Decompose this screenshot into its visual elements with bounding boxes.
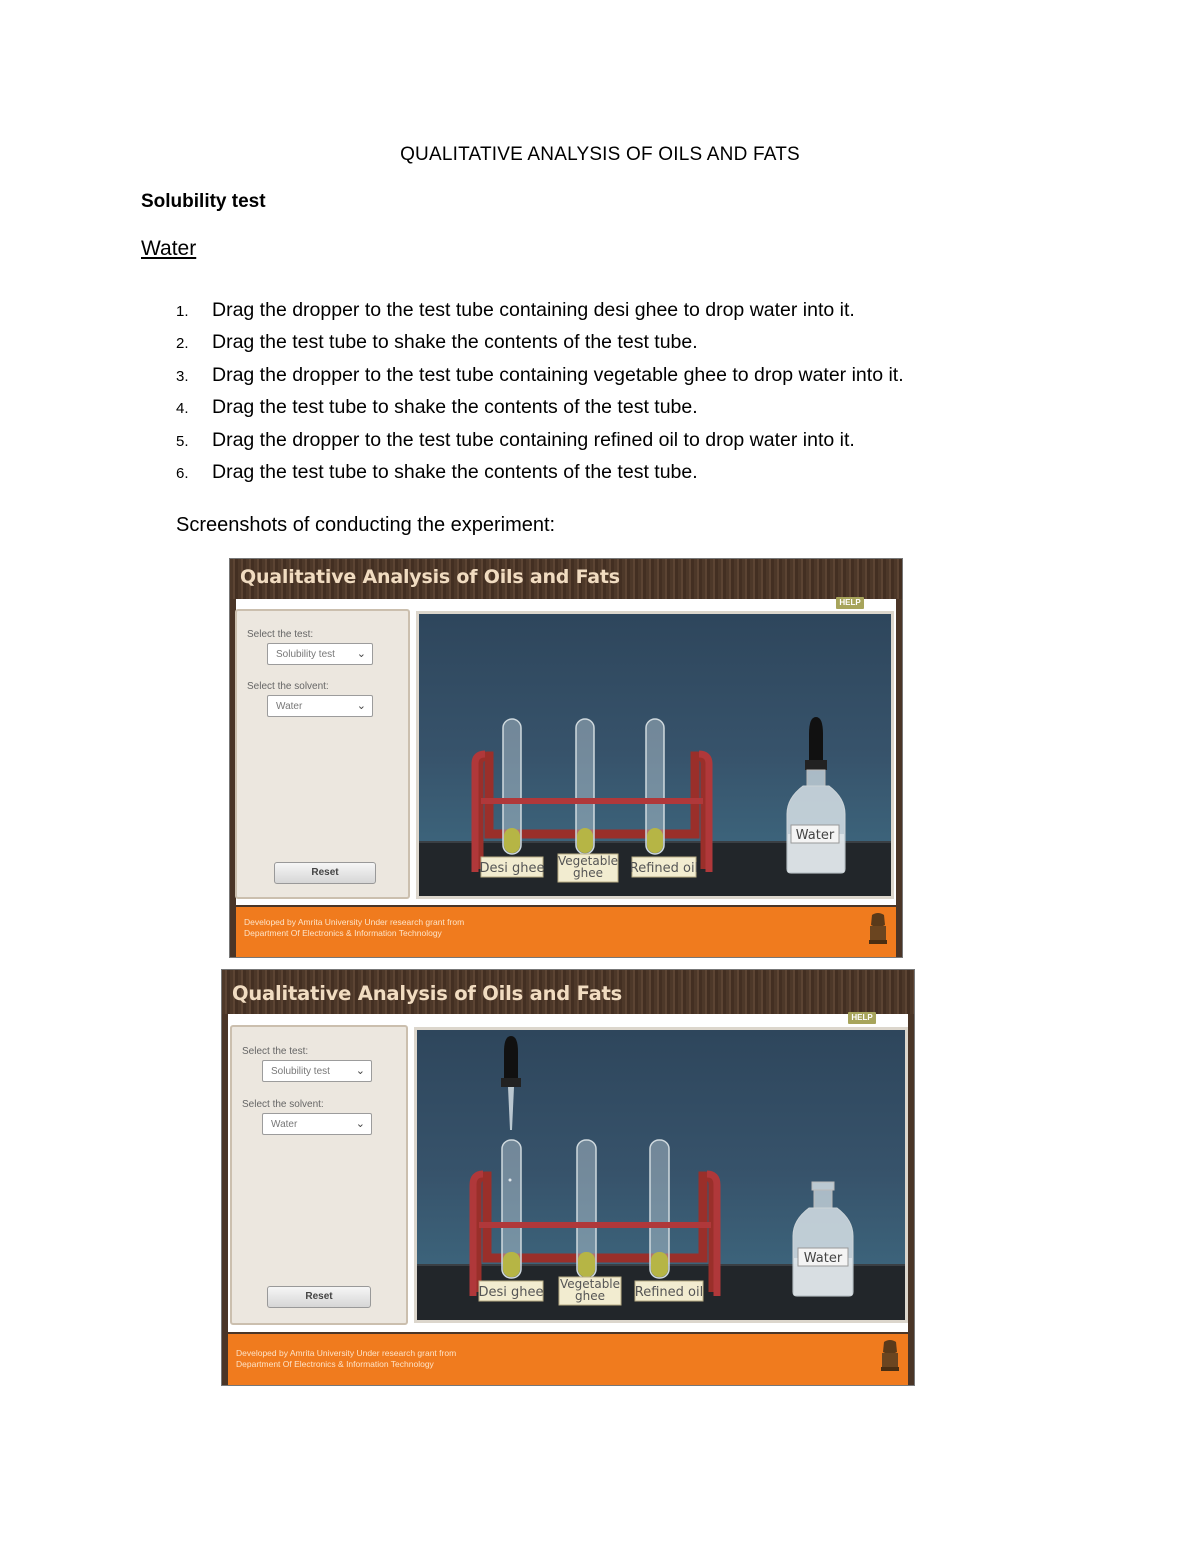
solvent-label: Select the solvent: xyxy=(247,681,329,692)
document-title: QUALITATIVE ANALYSIS OF OILS AND FATS xyxy=(400,144,800,165)
test-tube[interactable] xyxy=(650,1140,669,1278)
help-button[interactable]: HELP xyxy=(848,1012,876,1024)
chevron-down-icon: ⌄ xyxy=(355,1065,365,1077)
chevron-down-icon: ⌄ xyxy=(356,700,366,712)
emblem-icon xyxy=(866,911,890,949)
tube-label-desi: Desi ghee xyxy=(479,861,545,876)
step-text: Drag the test tube to shake the contents of the test tube. xyxy=(212,396,698,419)
test-tube[interactable] xyxy=(646,719,664,854)
screenshot-1 xyxy=(230,559,902,957)
bottle-label: Water xyxy=(795,828,835,843)
list-item xyxy=(176,393,904,425)
step-text: Drag the test tube to shake the contents of the test tube. xyxy=(212,460,698,483)
test-label: Select the test: xyxy=(247,629,314,640)
test-select-value: Solubility test xyxy=(276,649,335,660)
list-item xyxy=(176,361,904,393)
experiment-scene xyxy=(417,1030,905,1320)
test-select-value: Solubility test xyxy=(271,1066,330,1077)
experiment-stage xyxy=(416,611,894,899)
subheading: Water xyxy=(141,237,197,260)
step-text: Drag the dropper to the test tube containing vegetable ghee to drop water into it. xyxy=(212,363,904,386)
app-footer xyxy=(236,907,896,957)
dropper[interactable] xyxy=(805,717,827,770)
app-footer xyxy=(228,1334,908,1385)
list-item xyxy=(176,458,904,490)
caption: Screenshots of conducting the experiment: xyxy=(176,514,556,536)
help-button[interactable]: HELP xyxy=(836,597,864,609)
step-number: 4. xyxy=(176,400,189,418)
reset-button[interactable]: Reset xyxy=(267,1286,371,1308)
dropper[interactable] xyxy=(501,1036,521,1130)
app-title: Qualitative Analysis of Oils and Fats xyxy=(240,566,620,588)
chevron-down-icon: ⌄ xyxy=(355,1118,365,1130)
tube-label-vegetable: Vegetable ghee xyxy=(558,854,618,880)
footer-line-2: Department Of Electronics & Information Technology xyxy=(236,1359,434,1369)
experiment-stage xyxy=(414,1027,908,1323)
test-select[interactable] xyxy=(267,643,373,665)
tube-label-desi: Desi ghee xyxy=(478,1285,544,1300)
step-number: 6. xyxy=(176,464,189,482)
bottle-label: Water xyxy=(803,1251,843,1266)
footer-text xyxy=(244,917,464,939)
step-number: 3. xyxy=(176,367,189,385)
step-text: Drag the dropper to the test tube containing refined oil to drop water into it. xyxy=(212,428,855,451)
solvent-select-value: Water xyxy=(276,701,303,712)
test-label: Select the test: xyxy=(242,1046,309,1057)
footer-line-1: Developed by Amrita University Under research grant from xyxy=(244,917,465,927)
list-item xyxy=(176,328,904,360)
test-tube[interactable] xyxy=(577,1140,596,1278)
tube-label-refined: Refined oil xyxy=(629,861,699,876)
step-number: 1. xyxy=(176,303,189,320)
tube-label-refined: Refined oil xyxy=(634,1285,704,1300)
water-bottle[interactable] xyxy=(793,1182,853,1296)
app-header xyxy=(222,970,914,1014)
footer-line-2: Department Of Electronics & Information Technology xyxy=(244,928,442,938)
solvent-select[interactable] xyxy=(267,695,373,717)
emblem-icon xyxy=(878,1338,902,1376)
app-header xyxy=(230,559,902,599)
step-number: 2. xyxy=(176,335,189,353)
solvent-select[interactable] xyxy=(262,1113,372,1135)
test-select[interactable] xyxy=(262,1060,372,1082)
steps-list xyxy=(176,296,904,490)
step-number: 5. xyxy=(176,432,189,450)
step-text: Drag the test tube to shake the contents of the test tube. xyxy=(212,331,698,354)
chevron-down-icon: ⌄ xyxy=(356,648,366,660)
control-panel xyxy=(235,609,410,899)
experiment-scene xyxy=(419,614,891,896)
list-item xyxy=(176,296,904,328)
screenshot-2 xyxy=(222,970,914,1385)
test-tube[interactable] xyxy=(502,1140,521,1278)
reset-button[interactable]: Reset xyxy=(274,862,376,884)
list-item xyxy=(176,426,904,458)
footer-text xyxy=(236,1348,456,1370)
section-heading: Solubility test xyxy=(141,191,266,212)
test-tube[interactable] xyxy=(503,719,521,854)
control-panel xyxy=(230,1025,408,1325)
solvent-label: Select the solvent: xyxy=(242,1099,324,1110)
solvent-select-value: Water xyxy=(271,1119,298,1130)
app-title: Qualitative Analysis of Oils and Fats xyxy=(232,982,623,1005)
step-text: Drag the dropper to the test tube containing desi ghee to drop water into it. xyxy=(212,299,855,321)
footer-line-1: Developed by Amrita University Under research grant from xyxy=(236,1348,457,1358)
tube-label-vegetable: Vegetable ghee xyxy=(559,1277,621,1303)
test-tube[interactable] xyxy=(576,719,594,854)
water-bottle[interactable] xyxy=(787,770,845,873)
